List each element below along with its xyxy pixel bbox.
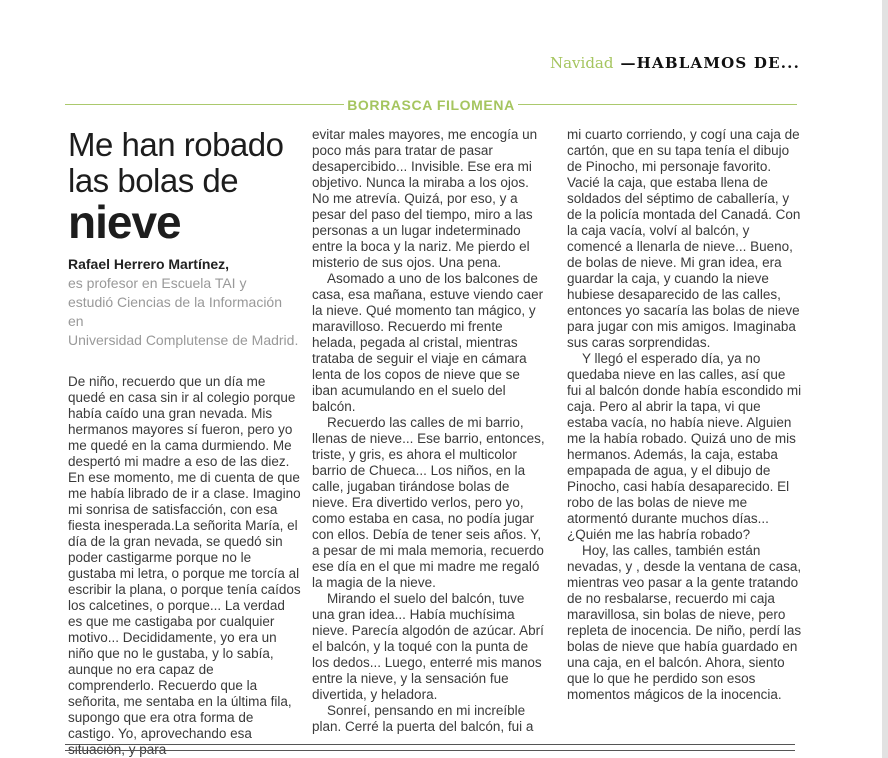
- article-paragraph: Recuerdo las calles de mi barrio, llenas de nieve... Ese barrio, entonces, triste, y gris, es ahora el multicolor barrio de Chueca... Los niños, en la calle, jugaban tirándose bolas de nieve. Era divertido verlos, pero yo, como estaba en casa, no podía jugar con ellos. Debía de tener seis años. Y, a pesar de mi mala memoria, recuerdo ese día en el que mi madre me regaló la magia de la nieve.: [312, 415, 545, 590]
- title-line: Me han robado: [68, 126, 284, 163]
- article-paragraph: Sonreí, pensando en mi increíble plan. Cerré la puerta del balcón, fui a: [312, 703, 534, 734]
- article-paragraph: Asomado a uno de los balcones de casa, esa mañana, estuve viendo caer la nieve. Qué momento tan mágico, y maravilloso. Recuerdo mi frente helada, pegada al cristal, mientras trataba de seguir el viaje en cámara lenta de los copos de nieve que se iban acumulando en el suelo del balcón.: [312, 271, 544, 414]
- column-1-text: [68, 374, 301, 758]
- article-paragraph: De niño, recuerdo que un día me quedé en casa sin ir al colegio porque había caído una gran nevada. Mis hermanos mayores sí fueron, pero yo me quedé en la cama durmiendo. Me despertó mi madre a eso de las diez. En ese momento, me di cuenta de que me había librado de ir a clase. Imagino mi sonrisa de satisfacción, con esa fiesta inesperada.La señorita María, el día de la gran nevada, se quedó sin poder castigarme porque no le gustaba mi letra, o porque me torcía al escribir la plana, o porque tenía caídos los calcetines, o porque... La verdad es que me castigaba por cualquier motivo... Decididamente, yo era un niño que no le gustaba, y lo sabía, aunque no era capaz de comprenderlo. Recuerdo que la señorita, me sentaba en la última fila, supongo que era otra forma de castigo. Yo, aprovechando esa situación, y para: [68, 374, 301, 757]
- section-label: Navidad: [549, 54, 614, 72]
- scrollbar-track[interactable]: [882, 0, 888, 758]
- article-column-3: [567, 127, 803, 703]
- kicker-rule-right: [518, 104, 797, 105]
- series-label: —HABLAMOS DE...: [620, 54, 800, 72]
- title-line-emphasis: nieve: [68, 196, 181, 248]
- title-line: las bolas de: [68, 162, 239, 199]
- article-paragraph: Y llegó el esperado día, ya no quedaba nieve en las calles, así que fui al balcón donde había escondido mi caja. Pero al abrir la tapa, vi que estaba vacía, no había nieve. Alguien me la había robado. Quizá uno de mis hermanos. Además, la caja, estaba empapada de agua, y el dibujo de Pinocho, casi había desaparecido. El robo de las bolas de nieve me atormentó durante muchos días... ¿Quién me las habría robado?: [567, 351, 802, 542]
- article-paragraph: Mirando el suelo del balcón, tuve una gran idea... Había muchísima nieve. Parecía algodón de azúcar. Abrí el balcón, y la toqué con la punta de los dedos... Luego, enterré mis manos entre la nieve, y la sensación fue divertida, y heladora.: [312, 591, 544, 702]
- article-paragraph: mi cuarto corriendo, y cogí una caja de cartón, que en su tapa tenía el dibujo de Pinocho, mi personaje favorito. Vacié la caja, que estaba llena de soldados del séptimo de caballería, y de la policía montada del Canadá. Con la caja vacía, volví al balcón, y comencé a llenarla de nieve... Bueno, de bolas de nieve. Mi gran idea, era guardar la caja, y cuando la nieve hubiese desaparecido de las calles, entonces yo sacaría las bolas de nieve para jugar con mis amigos. Imaginaba sus caras sorprendidas.: [567, 127, 801, 350]
- kicker-rule-left: [65, 104, 344, 105]
- byline: [68, 255, 301, 350]
- kicker-row: [65, 97, 797, 112]
- article-column-1: [68, 127, 301, 758]
- article-title: [68, 126, 301, 248]
- article-paragraph: evitar males mayores, me encogía un poco más para tratar de pasar desapercibido... Invisible. Ese era mi objetivo. Nunca la miraba a los ojos. No me atrevía. Quizá, por eso, y a pesar del paso del tiempo, miro a las personas a un lugar indeterminado entre la boca y la nariz. Me pierdo el misterio de sus ojos. Una pena.: [312, 127, 538, 270]
- author-bio: es profesor en Escuela TAI y estudió Ciencias de la Información en Universidad Complutense de Madrid.: [68, 275, 299, 348]
- page-header: [550, 54, 800, 72]
- article-paragraph: Hoy, las calles, también están nevadas, y , desde la ventana de casa, mientras veo pasar a la gente tratando de no resbalarse, recuerdo mi caja maravillosa, sin bolas de nieve, pero repleta de inocencia. De niño, perdí las bolas de nieve que había guardado en una caja, en el balcón. Ahora, siento que lo que he perdido son esos momentos mágicos de la inocencia.: [567, 543, 802, 702]
- article-column-2: [312, 127, 548, 735]
- bottom-double-rule: [65, 744, 795, 751]
- author-name: Rafael Herrero Martínez,: [68, 256, 230, 272]
- kicker-label: BORRASCA FILOMENA: [347, 96, 515, 113]
